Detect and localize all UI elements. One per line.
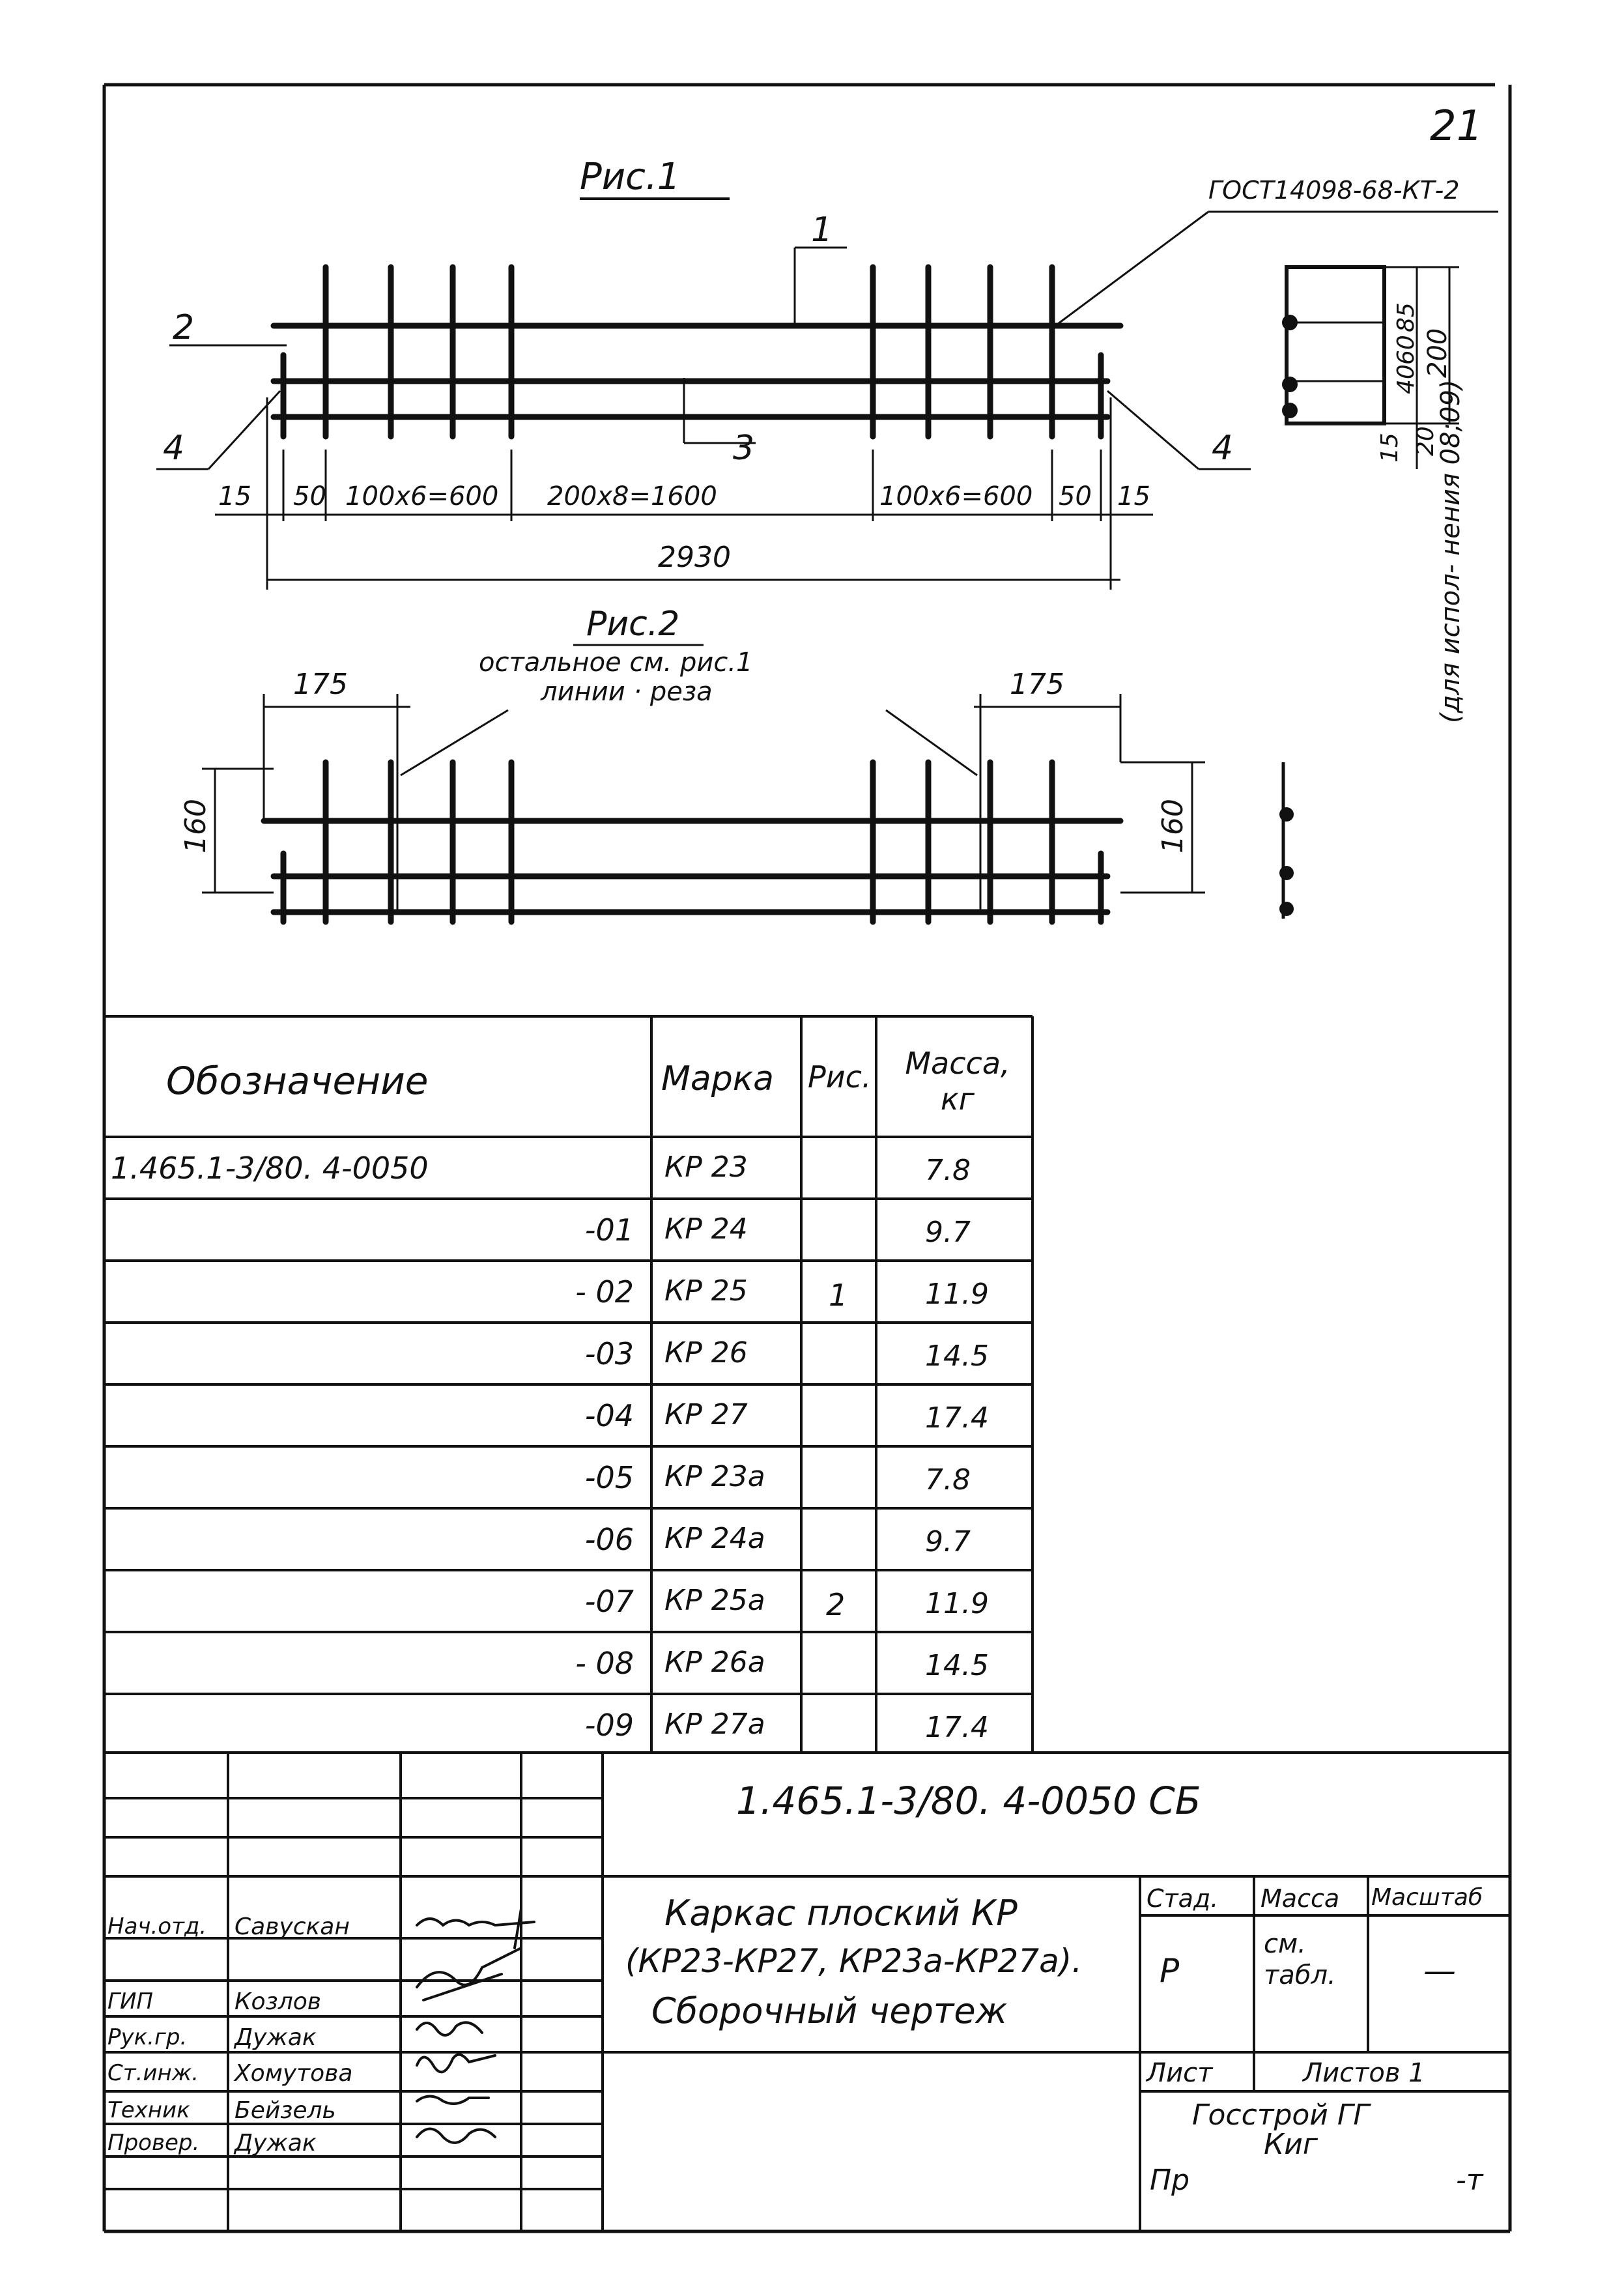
- figure-2: [179, 605, 1205, 922]
- staff-role: Провер.: [107, 2130, 200, 2156]
- row-mark: КР 23: [664, 1151, 748, 1184]
- staff-name: Дужак: [235, 2130, 317, 2156]
- row-designation: -03: [584, 1336, 634, 1371]
- row-mass: 14.5: [925, 1649, 989, 1682]
- spec-table-grid: [104, 1016, 1033, 1753]
- header-designation: Обозначение: [166, 1059, 429, 1103]
- callout-4-right: 4: [1212, 429, 1234, 468]
- sheet-label: Лист: [1147, 2058, 1213, 2088]
- row-designation: -05: [584, 1460, 634, 1495]
- row-designation: -06: [584, 1522, 634, 1557]
- dim-total: 2930: [658, 541, 731, 574]
- row-designation: -04: [584, 1398, 634, 1433]
- org-line3-end: -т: [1456, 2164, 1483, 2197]
- section-view: [1279, 267, 1466, 919]
- mass-label: Масса: [1261, 1884, 1340, 1913]
- header-mark: Марка: [661, 1059, 775, 1098]
- staff-role: Нач.отд.: [107, 1913, 207, 1940]
- row-mark: КР 24: [664, 1212, 748, 1246]
- page-number: 21: [1430, 102, 1483, 150]
- staff-role: Техник: [107, 2097, 190, 2123]
- sheets-label: Листов 1: [1303, 2058, 1425, 2088]
- scale-label: Масштаб: [1371, 1884, 1483, 1911]
- dim-600-right: 100x6=600: [879, 481, 1033, 511]
- dim-15-left: 15: [218, 481, 251, 511]
- header-mass: Масса, кг: [905, 1046, 1010, 1117]
- row-mass: 14.5: [925, 1339, 989, 1373]
- staff-name: Дужак: [235, 2024, 317, 2051]
- fig2-dim-175-right: 175: [1010, 668, 1064, 701]
- row-mark: КР 26: [664, 1336, 748, 1369]
- doc-code: 1.465.1-3/80. 4-0050 СБ: [736, 1779, 1201, 1823]
- org-line3: Пр: [1150, 2164, 1190, 2197]
- row-designation: - 02: [575, 1274, 634, 1310]
- staff-name: Хомутова: [235, 2060, 353, 2087]
- mass-value: см. табл.: [1264, 1929, 1336, 1990]
- row-mass: 11.9: [925, 1278, 989, 1311]
- sec-dim-85: 85: [1393, 302, 1419, 332]
- fig2-height-right: 160: [1156, 799, 1190, 853]
- row-mark: КР 23а: [664, 1460, 765, 1493]
- figure1-title: Рис.1: [580, 156, 681, 198]
- sec-dim-200: 200: [1423, 328, 1453, 378]
- sec-dim-40: 40: [1393, 364, 1419, 394]
- row-designation: 1.465.1-3/80. 4-0050: [111, 1151, 429, 1186]
- staff-name: Савускан: [235, 1913, 350, 1940]
- section-note: (для испол- нения 08;09): [1436, 379, 1466, 723]
- doc-name-line1: Каркас плоский КР: [664, 1893, 1018, 1934]
- dim-15-right: 15: [1117, 481, 1150, 511]
- row-designation: -09: [584, 1708, 634, 1743]
- stage-value: Р: [1160, 1952, 1180, 1990]
- figure2-title: Рис.2: [586, 605, 680, 644]
- callout-1: 1: [811, 210, 833, 250]
- sec-dim-20: 20: [1412, 426, 1439, 456]
- row-mark: КР 27а: [664, 1708, 765, 1741]
- dim-50-right: 50: [1059, 481, 1092, 511]
- row-mark: КР 24а: [664, 1522, 765, 1555]
- callout-4-left: 4: [163, 429, 185, 468]
- staff-name: Бейзель: [235, 2097, 336, 2124]
- row-mark: КР 25: [664, 1274, 748, 1308]
- sec-dim-15: 15: [1376, 433, 1403, 463]
- header-fig: Рис.: [808, 1059, 872, 1095]
- row-designation: - 08: [575, 1646, 634, 1681]
- staff-role: Рук.гр.: [107, 2024, 188, 2050]
- fig-group-1: 1: [829, 1278, 848, 1313]
- row-mass: 7.8: [925, 1154, 971, 1187]
- staff-name: Козлов: [235, 1988, 321, 2015]
- figure-1: [156, 156, 1498, 590]
- row-mass: 9.7: [925, 1216, 971, 1249]
- row-mass: 17.4: [925, 1711, 989, 1744]
- row-designation: -01: [584, 1212, 634, 1248]
- gost-label: ГОСТ14098-68-КТ-2: [1208, 176, 1460, 205]
- org-line2: Киг: [1264, 2128, 1318, 2161]
- row-mark: КР 26а: [664, 1646, 765, 1679]
- doc-name-line3: Сборочный чертеж: [651, 1990, 1008, 2031]
- row-mass: 11.9: [925, 1587, 989, 1620]
- row-designation: -07: [584, 1584, 634, 1619]
- fig1-rods: [274, 267, 1120, 437]
- dim-1600: 200x8=1600: [547, 481, 717, 511]
- fig2-height-left: 160: [179, 799, 212, 853]
- row-mass: 7.8: [925, 1463, 971, 1497]
- staff-role: ГИП: [107, 1988, 153, 2014]
- row-mark: КР 25а: [664, 1584, 765, 1617]
- org-line1: Госстрой ГГ: [1192, 2099, 1369, 2132]
- staff-role: Ст.инж.: [107, 2060, 199, 2086]
- row-mass: 9.7: [925, 1525, 971, 1558]
- fig2-rods: [264, 762, 1120, 922]
- dim-50-left: 50: [293, 481, 326, 511]
- signatures: [404, 1889, 599, 2215]
- row-mark: КР 27: [664, 1398, 748, 1431]
- sec-dim-60: 60: [1393, 335, 1419, 365]
- callout-2: 2: [173, 308, 195, 347]
- figure2-note-1: остальное см. рис.1: [479, 648, 753, 678]
- callout-3: 3: [733, 429, 755, 468]
- fig2-dim-175-left: 175: [293, 668, 348, 701]
- scale-value: —: [1423, 1952, 1456, 1990]
- row-mass: 17.4: [925, 1401, 989, 1435]
- doc-name-line2: (КР23-КР27, КР23а-КР27а).: [625, 1942, 1083, 1980]
- dim-600-left: 100x6=600: [345, 481, 499, 511]
- fig-group-2: 2: [826, 1587, 846, 1622]
- stage-label: Стад.: [1147, 1884, 1219, 1913]
- figure2-note-2: линии · реза: [541, 677, 713, 707]
